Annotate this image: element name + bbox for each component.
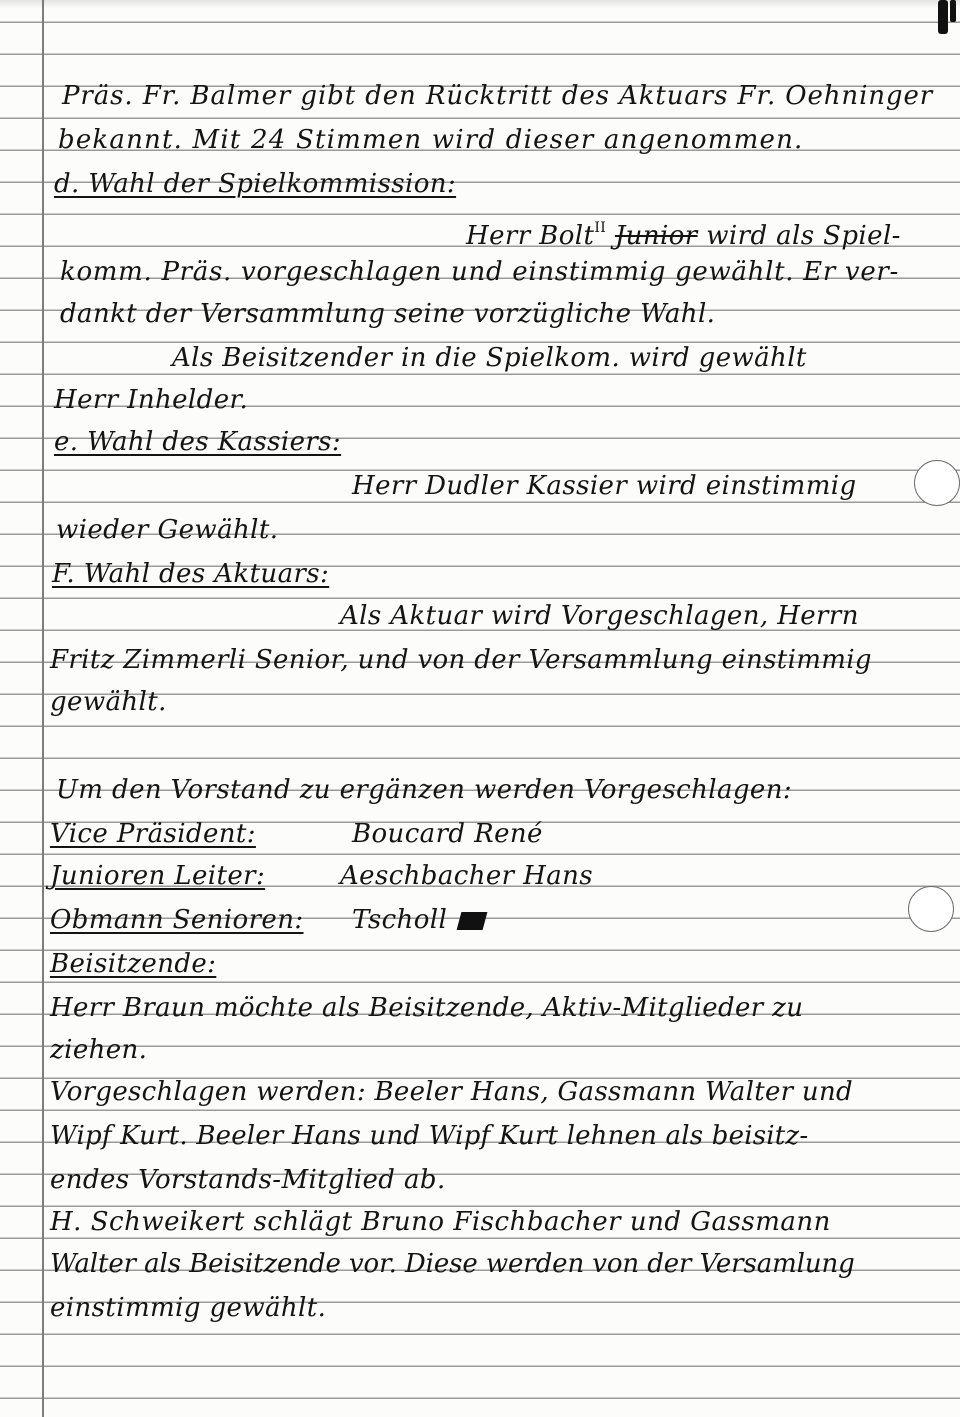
- minutes-line: Präs. Fr. Balmer gibt den Rücktritt des Aktuars Fr. Oehninger: [62, 81, 934, 111]
- edge-mark: [950, 0, 956, 22]
- ink-blot: [457, 912, 488, 930]
- minutes-line: Fritz Zimmerli Senior, und von der Versammlung einstimmig: [50, 645, 872, 675]
- minutes-line: dankt der Versammlung seine vorzügliche Wahl.: [60, 299, 716, 329]
- text-segment: wird als Spiel-: [706, 221, 901, 251]
- minutes-line: komm. Präs. vorgeschlagen und einstimmig gewählt. Er ver-: [60, 257, 900, 287]
- minutes-line: Herr Dudler Kassier wird einstimmig: [352, 471, 857, 501]
- minutes-line: Vorgeschlagen werden: Beeler Hans, Gassmann Walter und: [50, 1077, 853, 1107]
- role-name: Boucard René: [352, 819, 543, 849]
- minutes-line: Walter als Beisitzende vor. Diese werden von der Versamlung: [50, 1249, 855, 1279]
- edge-mark: [938, 0, 948, 34]
- role-name-row: [352, 904, 485, 936]
- minutes-line: Herr Inhelder.: [54, 385, 249, 415]
- minutes-line: Als Aktuar wird Vorgeschlagen, Herrn: [340, 601, 859, 631]
- section-heading: e. Wahl des Kassiers:: [54, 427, 342, 457]
- role-name: Aeschbacher Hans: [340, 861, 594, 891]
- section-heading: F. Wahl des Aktuars:: [52, 559, 330, 589]
- minutes-line: Wipf Kurt. Beeler Hans und Wipf Kurt lehnen als beisitz-: [50, 1121, 809, 1151]
- text-segment: Herr Bolt: [466, 221, 595, 251]
- minutes-line: einstimmig gewählt.: [50, 1293, 327, 1323]
- minutes-line: [466, 212, 901, 252]
- section-heading: Beisitzende:: [50, 949, 217, 979]
- role-label: Junioren Leiter:: [50, 861, 266, 891]
- minutes-line: endes Vorstands-Mitglied ab.: [50, 1165, 446, 1195]
- margin-line: [42, 0, 44, 1417]
- minutes-line: Als Beisitzender in die Spielkom. wird gewählt: [172, 343, 807, 373]
- minutes-line: H. Schweikert schlägt Bruno Fischbacher und Gassmann: [50, 1207, 831, 1237]
- minutes-line: wieder Gewählt.: [56, 515, 279, 545]
- page-top-shadow: [0, 0, 960, 8]
- minutes-line: Um den Vorstand zu ergänzen werden Vorgeschlagen:: [56, 775, 793, 805]
- role-name: Tscholl: [352, 905, 448, 935]
- minutes-line: ziehen.: [50, 1035, 148, 1065]
- punch-hole: [908, 886, 954, 932]
- minutes-line: gewählt.: [50, 687, 167, 717]
- role-label: Vice Präsident:: [50, 819, 256, 849]
- minutes-line: bekannt. Mit 24 Stimmen wird dieser angenommen.: [58, 125, 804, 155]
- superscript-mark: II: [594, 220, 607, 236]
- minutes-line: Herr Braun möchte als Beisitzende, Aktiv-Mitglieder zu: [50, 993, 804, 1023]
- role-label: Obmann Senioren:: [50, 905, 304, 935]
- struck-text: Junior: [614, 221, 698, 251]
- punch-hole: [914, 460, 960, 506]
- section-heading: d. Wahl der Spielkommission:: [54, 169, 457, 199]
